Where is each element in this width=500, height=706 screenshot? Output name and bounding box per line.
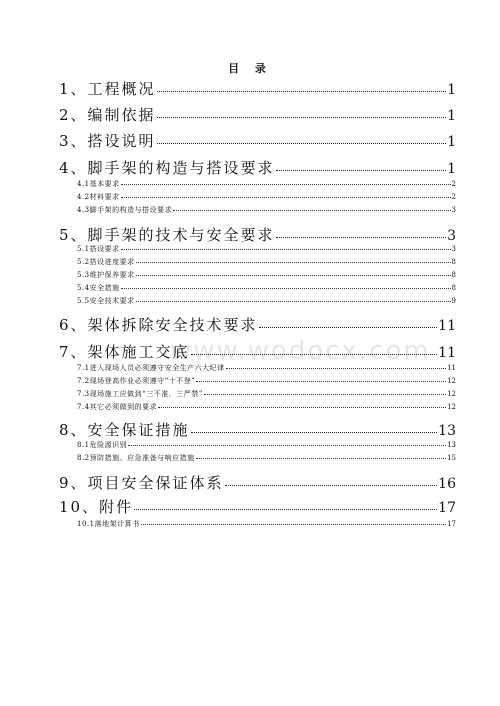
toc-leader-dots (121, 179, 451, 186)
toc-entry-page: 9 (451, 297, 456, 305)
toc-entry-page: 12 (447, 377, 456, 385)
toc-subentry[interactable] (77, 270, 456, 280)
toc-entry-page: 8 (451, 284, 456, 292)
toc-subentry[interactable] (77, 257, 456, 267)
toc-subentry[interactable] (77, 244, 456, 254)
toc-entry-label: 7、架体施工交底 (59, 343, 190, 361)
toc-subentry[interactable] (77, 402, 456, 412)
toc-entry-label: 1、工程概况 (59, 80, 156, 98)
toc-subentry[interactable] (77, 283, 456, 293)
toc-leader-dots (225, 473, 438, 488)
toc-leader-dots (136, 257, 451, 264)
toc-entry-page: 11 (438, 345, 456, 361)
toc-leader-dots (121, 192, 451, 199)
toc-leader-dots (121, 244, 451, 251)
toc-entry-label: 5.5安全技术要求 (77, 297, 135, 305)
toc-leader-dots (134, 497, 437, 512)
toc-entry-label: 8、安全保证措施 (59, 421, 190, 439)
toc-entry-page: 8 (451, 258, 456, 266)
toc-entry-label: 7.4其它必须做到的要求 (77, 403, 158, 411)
toc-entry-page: 1 (447, 134, 456, 150)
toc-leader-dots (157, 105, 447, 120)
toc-entry-label: 9、项目安全保证体系 (59, 474, 224, 492)
toc-entry-page: 1 (447, 82, 456, 98)
toc-entry-label: 7.2现场登高作业必须遵守“十不登” (77, 377, 196, 385)
toc-leader-dots (141, 519, 446, 526)
toc-leader-dots (204, 389, 446, 396)
toc-entry-page: 17 (438, 500, 456, 516)
toc-entry-page: 15 (447, 454, 456, 462)
toc-subentry[interactable] (77, 453, 456, 463)
toc-entry-label: 8.2预防措施、应急准备与响应措施 (77, 454, 195, 462)
toc-entry[interactable] (59, 419, 456, 439)
toc-entry-page: 8 (451, 271, 456, 279)
toc-entry[interactable] (59, 341, 456, 361)
toc-entry-label: 10.1落地架计算书 (77, 520, 140, 528)
toc-subentry[interactable] (77, 192, 456, 202)
toc-leader-dots (276, 158, 447, 173)
toc-entry-label: 6、架体拆除安全技术要求 (59, 316, 258, 334)
toc-entry-label: 5.1搭设要求 (77, 245, 120, 253)
toc-entry-page: 12 (447, 403, 456, 411)
toc-title: 目 录 (228, 62, 272, 75)
toc-subentry[interactable] (77, 296, 456, 306)
toc-subentry[interactable] (77, 389, 456, 399)
toc-entry-page: 13 (438, 423, 456, 439)
toc-leader-dots (128, 440, 446, 447)
toc-leader-dots (226, 363, 446, 370)
toc-entry-page: 2 (451, 180, 456, 188)
toc-subentry[interactable] (77, 519, 456, 529)
toc-entry-label: 2、编制依据 (59, 106, 156, 124)
watermark-text: www.wodocx.com (170, 336, 431, 366)
toc-subentry[interactable] (77, 205, 456, 215)
toc-leader-dots (191, 420, 438, 435)
toc-entry[interactable] (59, 224, 456, 244)
toc-leader-dots (121, 283, 451, 290)
toc-entry-label: 4.2材料要求 (77, 193, 120, 201)
toc-entry-label: 5、脚手架的技术与安全要求 (59, 226, 275, 244)
toc-entry[interactable] (59, 104, 456, 124)
toc-entry-page: 3 (447, 228, 456, 244)
toc-subentry[interactable] (77, 363, 456, 373)
toc-leader-dots (136, 270, 451, 277)
toc-entry-label: 5.2搭设进度要求 (77, 258, 135, 266)
toc-entry-page: 1 (447, 108, 456, 124)
toc-entry-page: 12 (447, 390, 456, 398)
toc-entry-page: 11 (438, 318, 456, 334)
toc-entry-label: 7.1进入现场人员必须遵守安全生产六大纪律 (77, 364, 225, 372)
toc-leader-dots (158, 402, 446, 409)
toc-leader-dots (259, 315, 438, 330)
toc-entry-label: 4、脚手架的构造与搭设要求 (59, 159, 275, 177)
toc-leader-dots (157, 79, 447, 94)
toc-entry-page: 11 (447, 364, 456, 372)
toc-entry-label: 7.3现场施工应做到“三不准，三严禁” (77, 390, 203, 398)
toc-entry-label: 4.3脚手架的构造与搭设要求 (77, 206, 173, 214)
toc-entry-label: 5.3维护保养要求 (77, 271, 135, 279)
toc-entry-page: 13 (447, 441, 456, 449)
toc-entry-page: 3 (451, 245, 456, 253)
toc-leader-dots (173, 205, 450, 212)
toc-leader-dots (196, 453, 446, 460)
toc-entry[interactable] (59, 78, 456, 98)
toc-leader-dots (157, 131, 447, 146)
toc-entry-label: 3、搭设说明 (59, 132, 156, 150)
toc-entry-label: 4.1基本要求 (77, 180, 120, 188)
toc-entry[interactable] (59, 157, 456, 177)
toc-entry[interactable] (59, 130, 456, 150)
toc-entry-label: 10、附件 (59, 498, 134, 516)
toc-entry-page: 16 (438, 476, 456, 492)
toc-subentry[interactable] (77, 376, 456, 386)
toc-leader-dots (136, 296, 451, 303)
toc-leader-dots (196, 376, 446, 383)
toc-entry[interactable] (59, 314, 456, 334)
toc-entry[interactable] (59, 472, 456, 492)
toc-entry[interactable] (59, 496, 456, 516)
toc-entry-label: 8.1危险源识别 (77, 441, 128, 449)
toc-subentry[interactable] (77, 440, 456, 450)
toc-entry-page: 17 (447, 520, 456, 528)
toc-leader-dots (276, 225, 447, 240)
toc-entry-label: 5.4安全措施 (77, 284, 120, 292)
toc-entry-page: 2 (451, 193, 456, 201)
toc-entry-page: 3 (451, 206, 456, 214)
toc-leader-dots (191, 342, 438, 357)
toc-entry-page: 1 (447, 161, 456, 177)
toc-subentry[interactable] (77, 179, 456, 189)
